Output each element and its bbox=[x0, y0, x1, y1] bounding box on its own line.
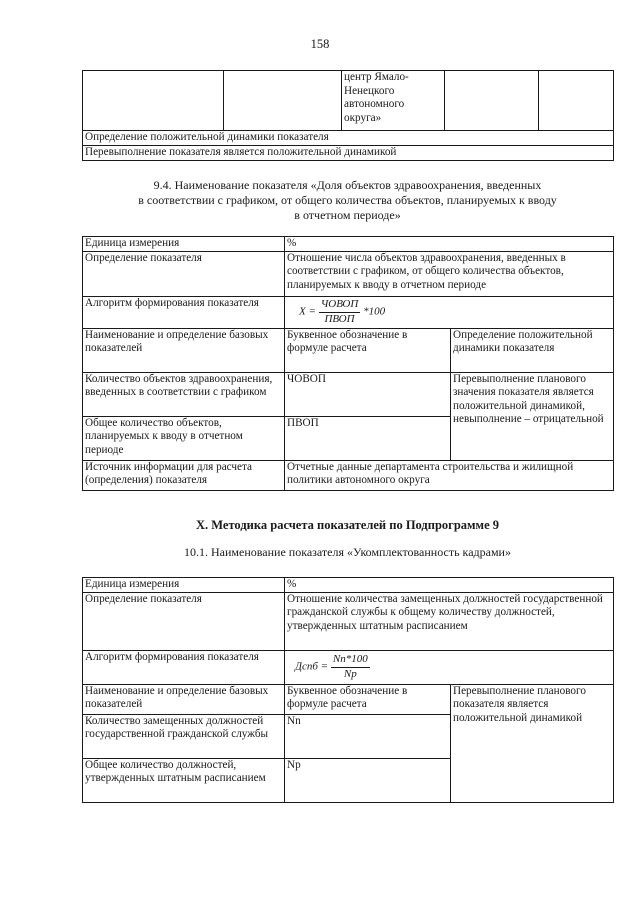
definition-label: Определение показателя bbox=[83, 592, 285, 650]
formula-lhs: X = bbox=[299, 305, 316, 318]
formula-fraction bbox=[319, 298, 361, 326]
base-label: Наименование и определение базовых показателей bbox=[83, 684, 285, 714]
unit-label: Единица измерения bbox=[83, 237, 285, 252]
formula bbox=[285, 650, 614, 684]
unit-value: % bbox=[285, 578, 614, 593]
letter-label: Буквенное обозначение в формуле расчета bbox=[285, 684, 451, 714]
base2-code: ПВОП bbox=[285, 416, 451, 460]
unit-value: % bbox=[285, 237, 614, 252]
base2-label: Общее количество объектов, планируемых к вводу в отчетном периоде bbox=[83, 416, 285, 460]
top-table-definition-row: Определение положительной динамики показателя bbox=[83, 131, 614, 146]
formula-numerator: Nn*100 bbox=[331, 653, 370, 668]
top-table-cell bbox=[342, 71, 445, 131]
heading-line: в отчетном периоде» bbox=[294, 208, 401, 222]
base1-label: Количество замещенных должностей государственной гражданской службы bbox=[83, 714, 285, 758]
top-table bbox=[82, 70, 614, 161]
top-table-cell bbox=[539, 71, 614, 131]
formula-denominator: ПВОП bbox=[324, 312, 355, 325]
source-label: Источник информации для расчета (определения) показателя bbox=[83, 460, 285, 490]
base1-code: ЧОВОП bbox=[285, 372, 451, 416]
definition-value: Отношение количества замещенных должностей государственной гражданской службы к общему количеству должностей, утвержденных штатным расписанием bbox=[285, 592, 614, 650]
formula-lhs: Дсnб = bbox=[295, 660, 329, 673]
top-table-cell bbox=[445, 71, 539, 131]
section-x-title: X. Методика расчета показателей по Подпрограмме 9 bbox=[196, 518, 499, 532]
base1-label: Количество объектов здравоохранения, введенных в соответствии с графиком bbox=[83, 372, 285, 416]
definition-label: Определение показателя bbox=[83, 251, 285, 296]
top-table-cell bbox=[224, 71, 342, 131]
page-number: 158 bbox=[310, 37, 330, 51]
indicator-table-9-4 bbox=[82, 236, 614, 491]
top-table-cell bbox=[83, 71, 224, 131]
section-9-4-heading bbox=[82, 178, 613, 223]
base2-label: Общее количество должностей, утвержденных штатным расписанием bbox=[83, 758, 285, 802]
algorithm-label: Алгоритм формирования показателя bbox=[83, 650, 285, 684]
definition-value: Отношение числа объектов здравоохранения, введенных в соответствии с графиком, от общего количества объектов, планируемых к вводу в отчетном периоде bbox=[285, 251, 614, 296]
dynamics-value: Перевыполнение планового значения показателя является положительной динамикой, невыполнение – отрицательной bbox=[451, 372, 614, 460]
letter-label: Буквенное обозначение в формуле расчета bbox=[285, 328, 451, 372]
heading-line: в соответствии с графиком, от общего количества объектов, планируемых к вводу bbox=[138, 193, 557, 207]
base-label: Наименование и определение базовых показателей bbox=[83, 328, 285, 372]
indicator-table-10-1 bbox=[82, 577, 614, 803]
formula-numerator: ЧОВОП bbox=[319, 298, 361, 313]
base1-code: Nn bbox=[285, 714, 451, 758]
source-value: Отчетные данные департамента строительства и жилищной политики автономного округа bbox=[285, 460, 614, 490]
section-10-1-heading: 10.1. Наименование показателя «Укомплектованность кадрами» bbox=[184, 545, 511, 559]
formula-multiplier: *100 bbox=[363, 305, 386, 318]
heading-line: 9.4. Наименование показателя «Доля объектов здравоохранения, введенных bbox=[153, 178, 542, 192]
algorithm-label: Алгоритм формирования показателя bbox=[83, 296, 285, 328]
base2-code: Np bbox=[285, 758, 451, 802]
formula-denominator: Np bbox=[343, 667, 357, 680]
top-table-cell-text: центр Ямало-Ненецкого автономного округа» bbox=[344, 71, 409, 124]
unit-label: Единица измерения bbox=[83, 578, 285, 593]
formula-fraction bbox=[331, 653, 370, 681]
formula bbox=[285, 296, 614, 328]
top-table-excess-row: Перевыполнение показателя является положительной динамикой bbox=[83, 146, 614, 161]
dynamics-value: Перевыполнение планового показателя является положительной динамикой bbox=[451, 684, 614, 802]
dynamics-label: Определение положительной динамики показателя bbox=[451, 328, 614, 372]
